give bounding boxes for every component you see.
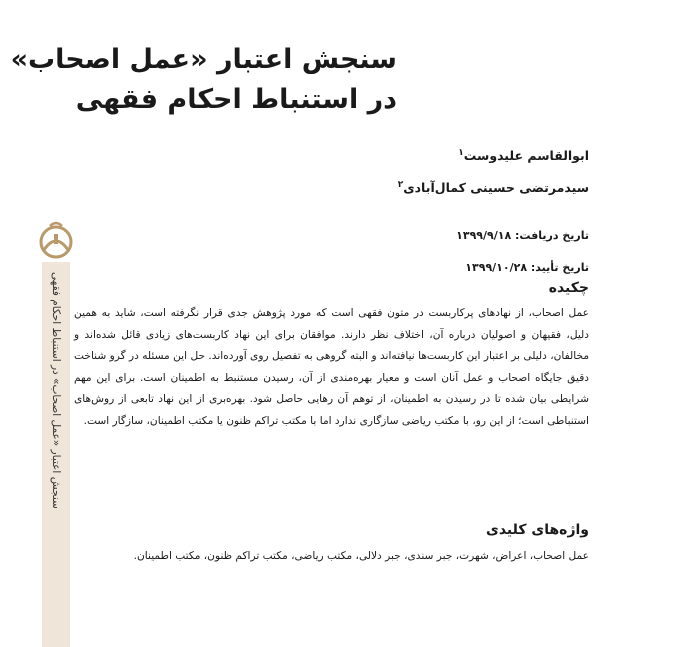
keywords-text: عمل اصحاب، اعراض، شهرت، جبر سندی، جبر دلالی، مکتب ریاضی، مکتب تراکم ظنون، مکتب اطمینان. bbox=[133, 550, 589, 562]
author-2-mark: ۲ bbox=[397, 180, 404, 190]
accepted-date: تاریخ تأیید: ۱۳۹۹/۱۰/۲۸ bbox=[465, 261, 589, 274]
author-2-name: سیدمرتضی حسینی کمال‌آبادی bbox=[403, 180, 589, 196]
abstract-text: عمل اصحاب، از نهادهای پرکاربست در متون فقهی است که مورد پژوهش جدی قرار نگرفته است، شاید به همین دلیل، فقیهان و اصولیان درباره آن، اختلاف نظر دارند. موافقان برای این نهاد کاربست‌های زیادی قائل شده‌اند و مخالفان، دلیلی بر اعتبار این کاربست‌ها نیافته‌اند و البته گروهی به تفصیل روی آورده‌اند. حل این مسئله در گرو شناخت دقیق جایگاه اصحاب و عمل آنان است و معیار بهره‌مندی از آن، رسیدن مستنبط به اطمینان است. برای این مهم شرایطی بیان شده تا در رسیدن به اطمینان، از توهم آن رهایی حاصل شود. بهره‌بری از این نهاد تابعی از روش‌های استنباطی است؛ از این رو، با مکتب ریاضی سازگاری ندارد اما با مکتب تراکم ظنون یا مکتب اطمینان، سازگار است. bbox=[74, 307, 589, 427]
running-title: سنجش اعتبار «عمل اصحاب» در استنباط احکام فقهی bbox=[50, 272, 62, 509]
author-1-name: ابوالقاسم علیدوست bbox=[463, 148, 589, 164]
abstract-heading: چکیده bbox=[548, 280, 589, 296]
title-line-2: در استنباط احکام فقهی bbox=[75, 84, 397, 115]
page-title bbox=[11, 40, 397, 120]
title-line-1: سنجش اعتبار «عمل اصحاب» bbox=[10, 44, 397, 75]
journal-logo-icon bbox=[36, 220, 76, 264]
author-2 bbox=[398, 180, 589, 195]
received-date: تاریخ دریافت: ۱۳۹۹/۹/۱۸ bbox=[456, 229, 589, 242]
author-1 bbox=[458, 148, 589, 163]
keywords-heading: واژه‌های کلیدی bbox=[486, 522, 589, 538]
author-1-mark: ۱ bbox=[458, 148, 464, 158]
